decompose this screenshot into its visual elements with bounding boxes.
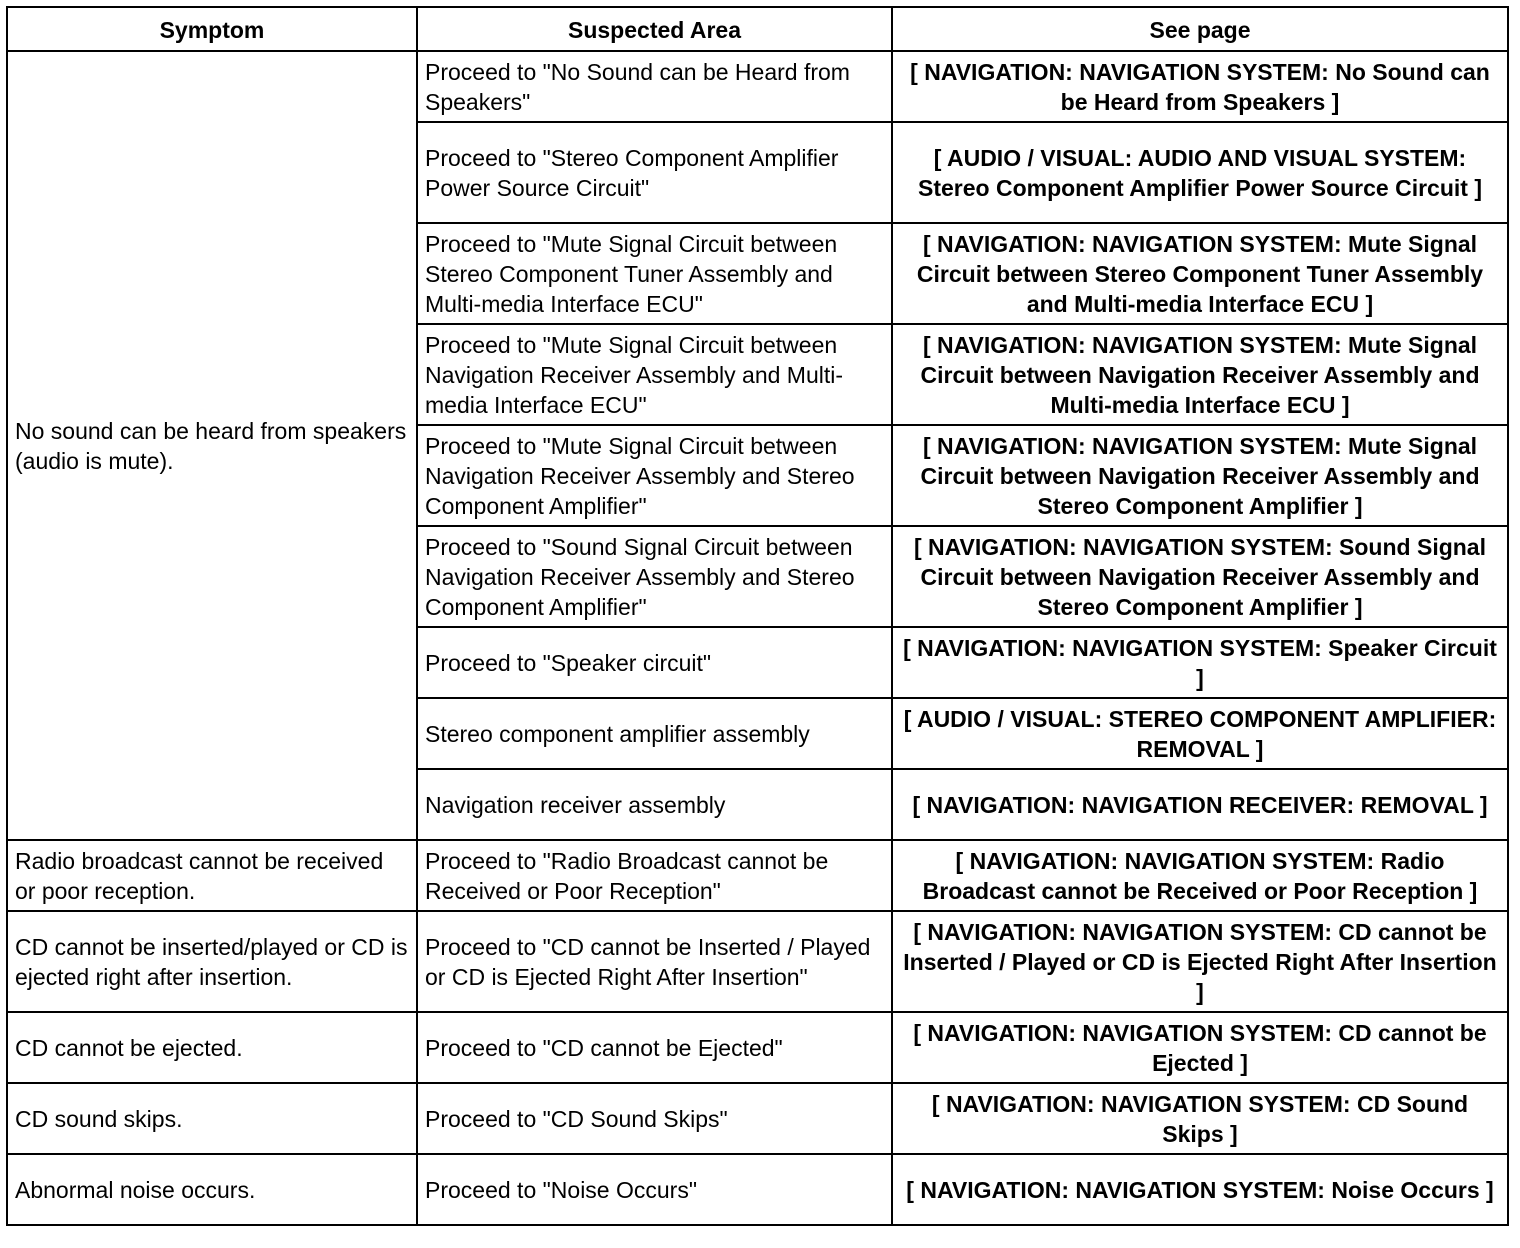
- suspected-area-cell: Proceed to "CD Sound Skips": [417, 1083, 892, 1154]
- see-page-link[interactable]: [ AUDIO / VISUAL: STEREO COMPONENT AMPLIFIER: REMOVAL ]: [892, 698, 1508, 769]
- symptom-cell: No sound can be heard from speakers (audio is mute).: [7, 51, 417, 840]
- symptom-cell: CD sound skips.: [7, 1083, 417, 1154]
- suspected-area-cell: Proceed to "No Sound can be Heard from Speakers": [417, 51, 892, 122]
- suspected-area-cell: Proceed to "Mute Signal Circuit between Navigation Receiver Assembly and Stereo Component Amplifier": [417, 425, 892, 526]
- suspected-area-cell: Proceed to "CD cannot be Inserted / Played or CD is Ejected Right After Insertion": [417, 911, 892, 1012]
- see-page-link[interactable]: [ NAVIGATION: NAVIGATION SYSTEM: CD cannot be Ejected ]: [892, 1012, 1508, 1083]
- suspected-area-cell: Proceed to "Mute Signal Circuit between Stereo Component Tuner Assembly and Multi-media Interface ECU": [417, 223, 892, 324]
- header-suspected-area: Suspected Area: [417, 7, 892, 51]
- header-symptom: Symptom: [7, 7, 417, 51]
- table-header-row: [7, 7, 1508, 51]
- see-page-link[interactable]: [ NAVIGATION: NAVIGATION RECEIVER: REMOVAL ]: [892, 769, 1508, 840]
- table-row: [7, 1083, 1508, 1154]
- table-row: [7, 1012, 1508, 1083]
- suspected-area-cell: Navigation receiver assembly: [417, 769, 892, 840]
- table-row: [7, 1154, 1508, 1225]
- suspected-area-cell: Proceed to "Mute Signal Circuit between Navigation Receiver Assembly and Multi-media Interface ECU": [417, 324, 892, 425]
- see-page-link[interactable]: [ NAVIGATION: NAVIGATION SYSTEM: Noise Occurs ]: [892, 1154, 1508, 1225]
- see-page-link[interactable]: [ NAVIGATION: NAVIGATION SYSTEM: No Sound can be Heard from Speakers ]: [892, 51, 1508, 122]
- see-page-link[interactable]: [ NAVIGATION: NAVIGATION SYSTEM: CD Sound Skips ]: [892, 1083, 1508, 1154]
- see-page-link[interactable]: [ NAVIGATION: NAVIGATION SYSTEM: Sound Signal Circuit between Navigation Receiver Assembly and Stereo Component Amplifier ]: [892, 526, 1508, 627]
- suspected-area-cell: Proceed to "CD cannot be Ejected": [417, 1012, 892, 1083]
- suspected-area-cell: Proceed to "Speaker circuit": [417, 627, 892, 698]
- table-row: [7, 911, 1508, 1012]
- suspected-area-cell: Proceed to "Noise Occurs": [417, 1154, 892, 1225]
- see-page-link[interactable]: [ NAVIGATION: NAVIGATION SYSTEM: Radio Broadcast cannot be Received or Poor Reception ]: [892, 840, 1508, 911]
- see-page-link[interactable]: [ NAVIGATION: NAVIGATION SYSTEM: CD cannot be Inserted / Played or CD is Ejected Right After Insertion ]: [892, 911, 1508, 1012]
- symptom-cell: CD cannot be ejected.: [7, 1012, 417, 1083]
- header-see-page: See page: [892, 7, 1508, 51]
- table-row: [7, 51, 1508, 122]
- suspected-area-cell: Proceed to "Stereo Component Amplifier Power Source Circuit": [417, 122, 892, 223]
- symptom-cell: Abnormal noise occurs.: [7, 1154, 417, 1225]
- see-page-link[interactable]: [ AUDIO / VISUAL: AUDIO AND VISUAL SYSTEM: Stereo Component Amplifier Power Source Circuit ]: [892, 122, 1508, 223]
- symptom-cell: CD cannot be inserted/played or CD is ejected right after insertion.: [7, 911, 417, 1012]
- suspected-area-cell: Proceed to "Radio Broadcast cannot be Received or Poor Reception": [417, 840, 892, 911]
- table-row: [7, 840, 1508, 911]
- suspected-area-cell: Proceed to "Sound Signal Circuit between Navigation Receiver Assembly and Stereo Component Amplifier": [417, 526, 892, 627]
- see-page-link[interactable]: [ NAVIGATION: NAVIGATION SYSTEM: Mute Signal Circuit between Stereo Component Tuner Assembly and Multi-media Interface ECU ]: [892, 223, 1508, 324]
- symptom-cell: Radio broadcast cannot be received or poor reception.: [7, 840, 417, 911]
- see-page-link[interactable]: [ NAVIGATION: NAVIGATION SYSTEM: Speaker Circuit ]: [892, 627, 1508, 698]
- see-page-link[interactable]: [ NAVIGATION: NAVIGATION SYSTEM: Mute Signal Circuit between Navigation Receiver Assembly and Stereo Component Amplifier ]: [892, 425, 1508, 526]
- symptom-table: [6, 6, 1509, 1226]
- suspected-area-cell: Stereo component amplifier assembly: [417, 698, 892, 769]
- see-page-link[interactable]: [ NAVIGATION: NAVIGATION SYSTEM: Mute Signal Circuit between Navigation Receiver Assembly and Multi-media Interface ECU ]: [892, 324, 1508, 425]
